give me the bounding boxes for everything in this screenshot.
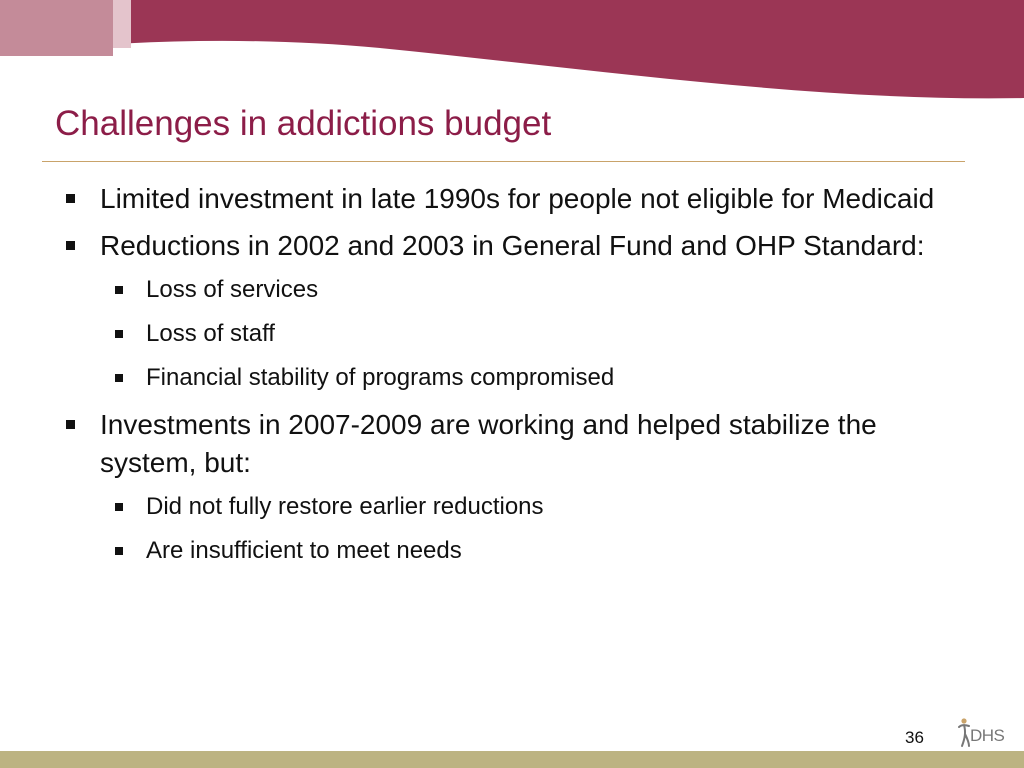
bullet-item (100, 406, 964, 482)
slide-number: 36 (905, 728, 924, 747)
bullet-item (100, 180, 964, 218)
sub-bullet-item (146, 318, 964, 350)
sub-bullet-item (146, 535, 964, 567)
slide-title: Challenges in addictions budget (55, 104, 552, 143)
square-bullet-icon (115, 547, 123, 555)
square-bullet-icon (115, 503, 123, 511)
sub-bullet-item (146, 362, 964, 394)
bullet-list (0, 180, 1024, 579)
square-bullet-icon (115, 330, 123, 338)
sub-bullet-text: Financial stability of programs compromised (146, 364, 615, 391)
bullet-text: Reductions in 2002 and 2003 in General Fund and OHP Standard: (100, 230, 925, 261)
header-band (0, 0, 1024, 110)
sub-bullet-text: Did not fully restore earlier reductions (146, 493, 544, 520)
title-divider (42, 161, 965, 162)
sub-bullet-text: Loss of staff (146, 320, 275, 347)
bullet-item (100, 227, 964, 265)
bullet-text: Investments in 2007-2009 are working and helped stabilize the system, but: (100, 409, 877, 478)
dhs-logo-text: DHS (970, 726, 1005, 745)
square-bullet-icon (66, 241, 75, 250)
square-bullet-icon (115, 374, 123, 382)
square-bullet-icon (66, 420, 75, 429)
sub-bullet-item (146, 274, 964, 306)
square-bullet-icon (115, 286, 123, 294)
sub-bullet-text: Are insufficient to meet needs (146, 537, 462, 564)
bullet-text: Limited investment in late 1990s for people not eligible for Medicaid (100, 183, 935, 214)
square-bullet-icon (66, 194, 75, 203)
sub-bullet-item (146, 491, 964, 523)
sub-bullet-text: Loss of services (146, 276, 319, 303)
footer-bar (0, 751, 1024, 768)
